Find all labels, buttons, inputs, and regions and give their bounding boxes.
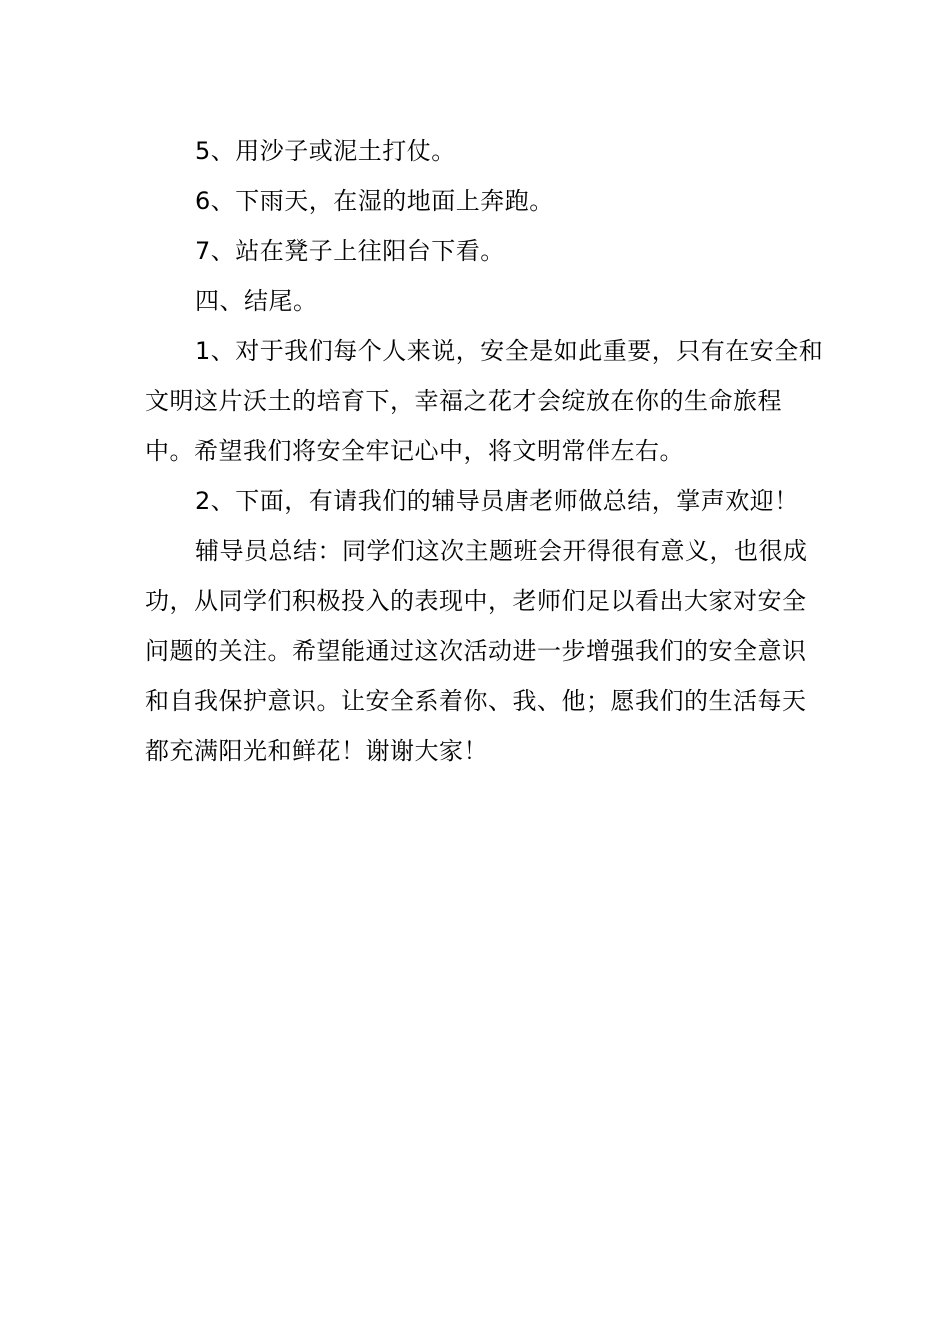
list-item-running-wet-ground: 6、下雨天，在湿的地面上奔跑。 [195, 187, 554, 215]
list-item-stool-balcony: 7、站在凳子上往阳台下看。 [195, 237, 505, 265]
section-heading-ending: 四、结尾。 [195, 287, 318, 315]
ending-paragraph-safety-importance: 1、对于我们每个人来说，安全是如此重要，只有在安全和文明这片沃土的培育下，幸福之花才会绽放在你的生命旅程中。希望我们将安全牢记心中，将文明常伴左右。 [145, 337, 824, 465]
ending-paragraph-invite-teacher: 2、下面，有请我们的辅导员唐老师做总结，掌声欢迎！ [195, 487, 799, 515]
counselor-summary-paragraph: 辅导员总结：同学们这次主题班会开得很有意义，也很成功，从同学们积极投入的表现中，老师们足以看出大家对安全问题的关注。希望能通过这次活动进一步增强我们的安全意识和自我保护意识。让安全系着你、我、他；愿我们的生活每天都充满阳光和鲜花！谢谢大家！ [145, 537, 808, 765]
document-body [145, 126, 825, 776]
list-item-sand-fight: 5、用沙子或泥土打仗。 [195, 137, 456, 165]
